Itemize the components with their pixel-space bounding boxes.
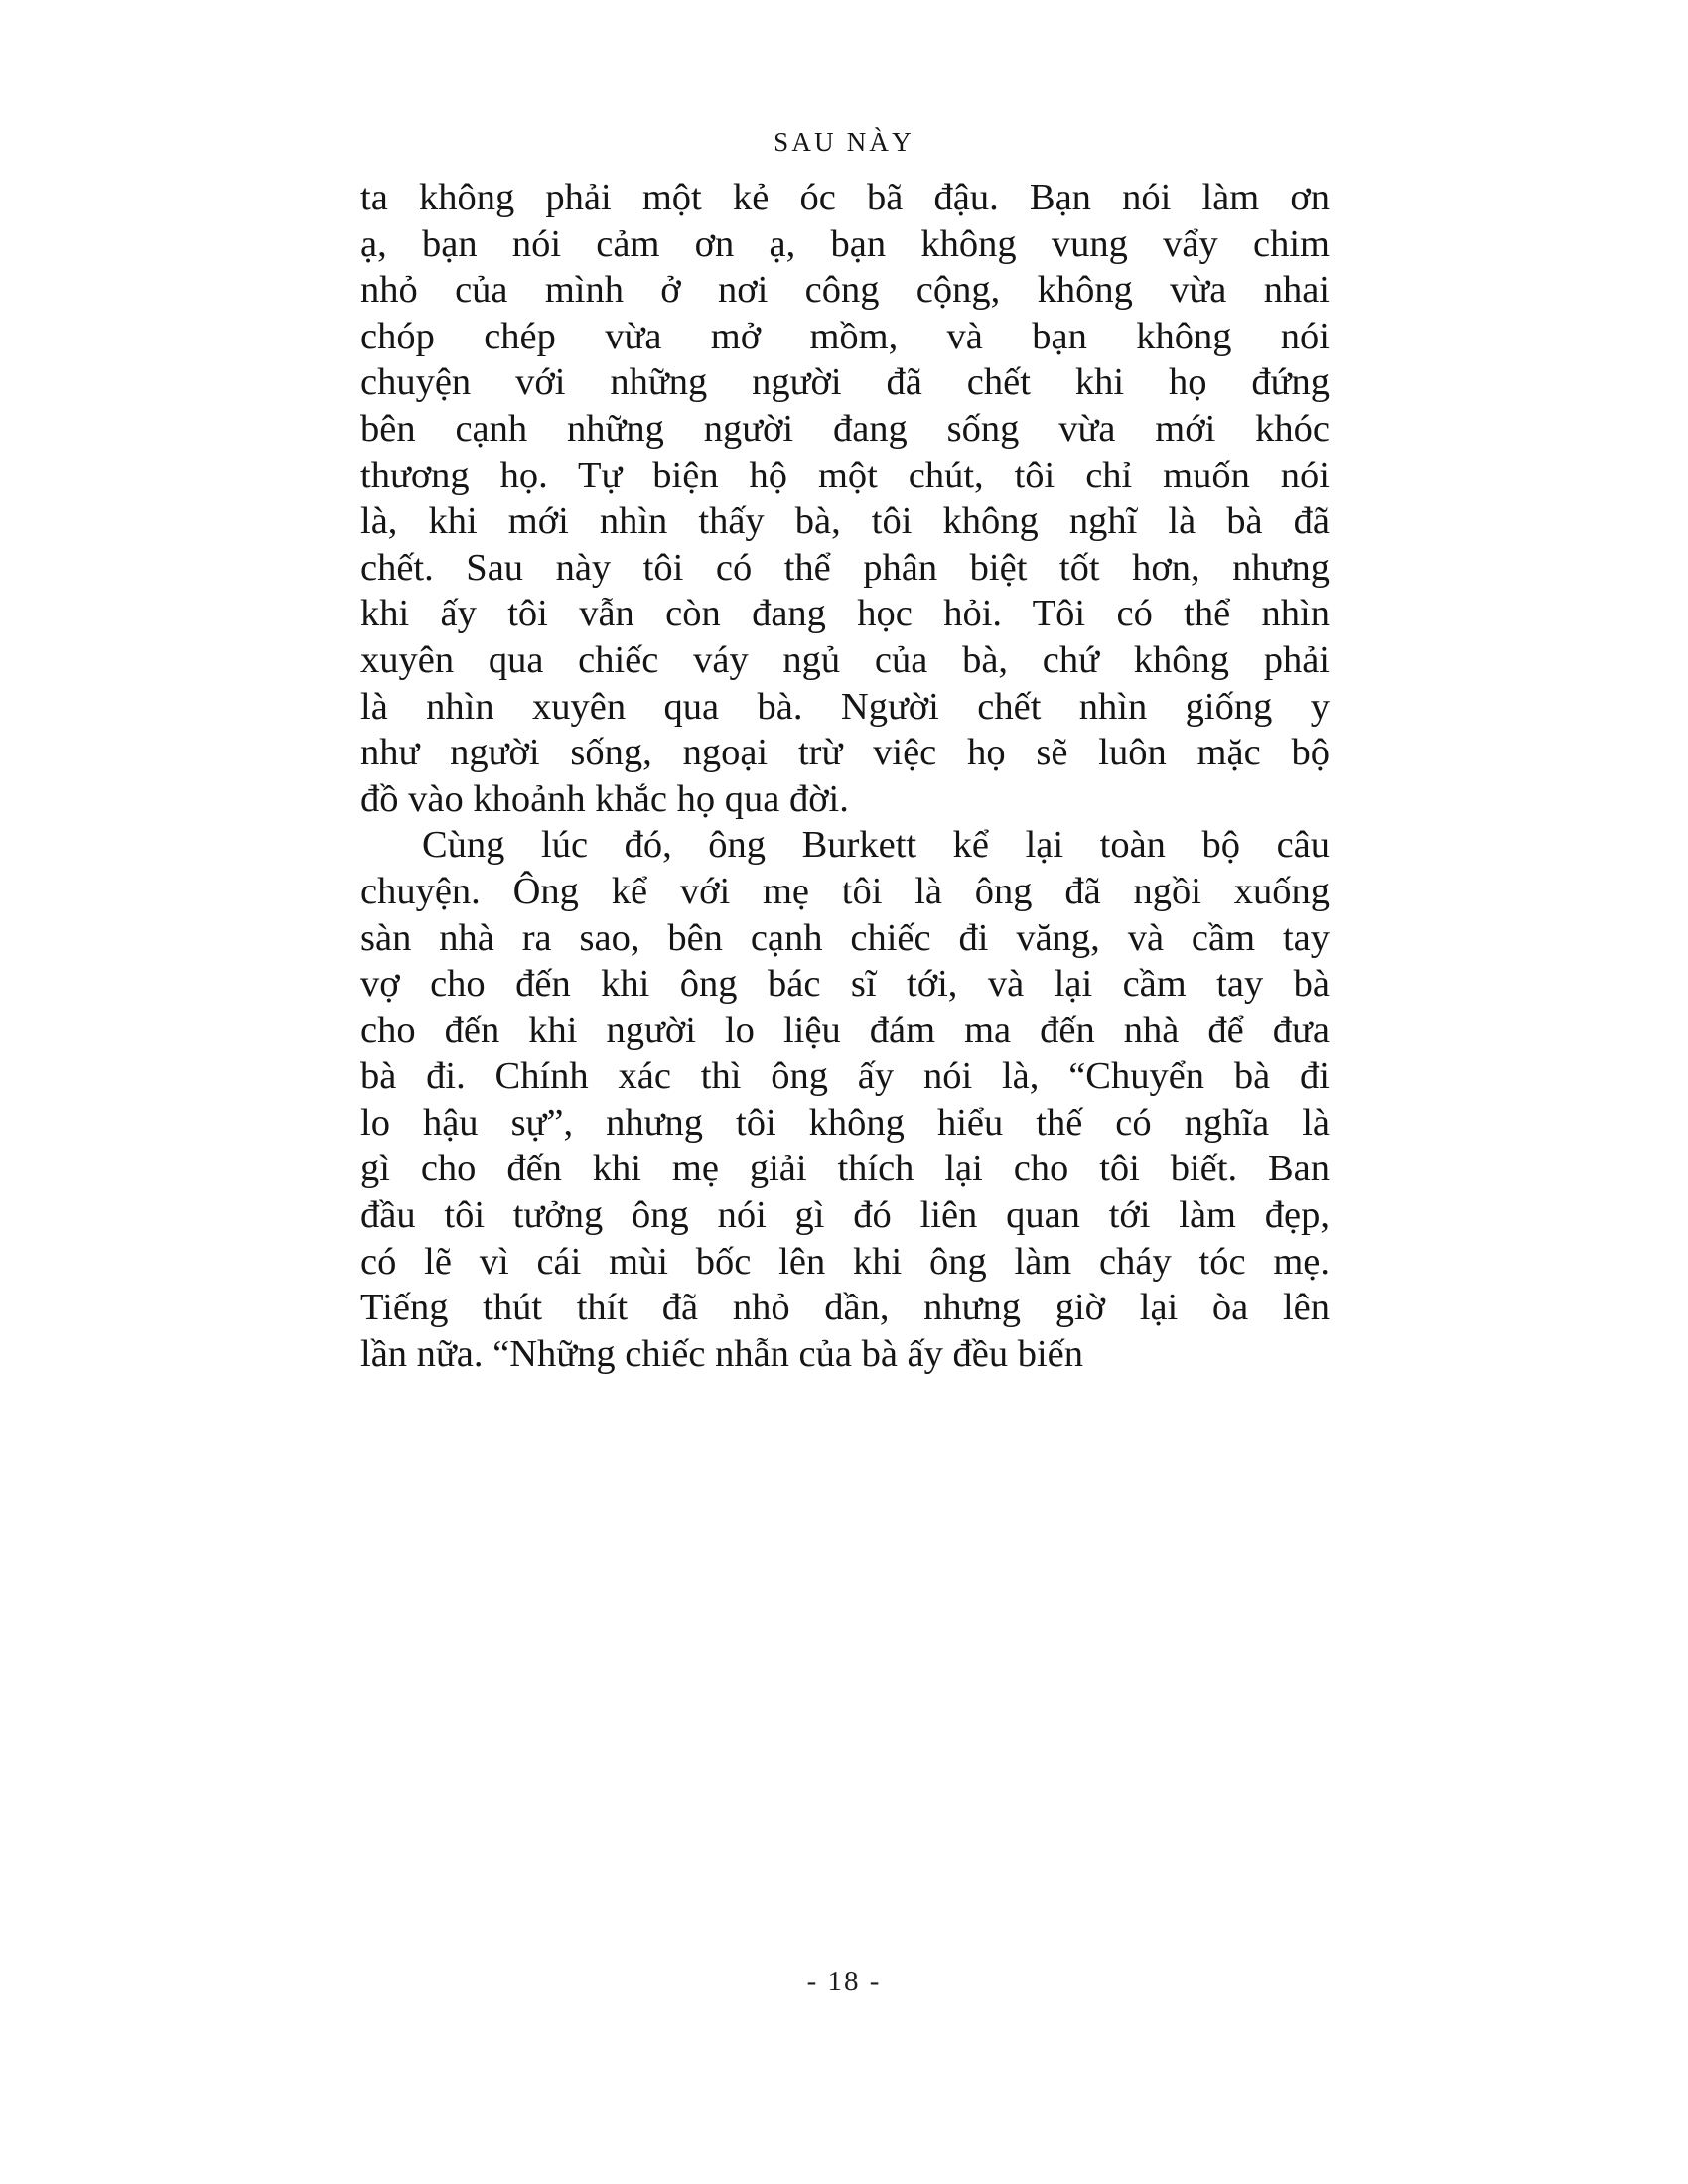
text-line: khi ấy tôi vẫn còn đang học hỏi. Tôi có thể nhìn: [360, 593, 1330, 635]
text-line: Cùng lúc đó, ông Burkett kể lại toàn bộ câu: [422, 824, 1330, 867]
text-line: ta không phải một kẻ óc bã đậu. Bạn nói làm ơn: [360, 177, 1330, 218]
text-line: đồ vào khoảnh khắc họ qua đời.: [360, 777, 849, 820]
text-line: ạ, bạn nói cảm ơn ạ, bạn không vung vẩy chim: [360, 222, 1330, 265]
text-line: bên cạnh những người đang sống vừa mới khóc: [360, 407, 1330, 450]
text-line: Tiếng thút thít đã nhỏ dần, nhưng giờ lại òa lên: [360, 1287, 1330, 1329]
text-line: sàn nhà ra sao, bên cạnh chiếc đi văng, và cầm tay: [360, 916, 1330, 959]
text-line: là nhìn xuyên qua bà. Người chết nhìn giống y: [360, 685, 1330, 728]
text-line: chết. Sau này tôi có thể phân biệt tốt hơn, nhưng: [360, 546, 1330, 589]
text-line: có lẽ vì cái mùi bốc lên khi ông làm cháy tóc mẹ.: [360, 1240, 1330, 1283]
text-line: nhỏ của mình ở nơi công cộng, không vừa nhai: [360, 269, 1330, 312]
page-number: - 18 -: [806, 1966, 882, 1997]
text-line: bà đi. Chính xác thì ông ấy nói là, “Chuyển bà đi: [360, 1055, 1330, 1098]
text-line: chuyện. Ông kể với mẹ tôi là ông đã ngồi xuống: [360, 870, 1330, 912]
text-line: vợ cho đến khi ông bác sĩ tới, và lại cầm tay bà: [360, 963, 1330, 1006]
text-line: cho đến khi người lo liệu đám ma đến nhà để đưa: [360, 1009, 1330, 1051]
text-line: gì cho đến khi mẹ giải thích lại cho tôi biết. Ban: [360, 1148, 1330, 1190]
text-line: chuyện với những người đã chết khi họ đứng: [360, 361, 1330, 404]
text-line: như người sống, ngoại trừ việc họ sẽ luôn mặc bộ: [360, 732, 1330, 774]
body-text-block: [360, 175, 1330, 1377]
text-line: chóp chép vừa mở mồm, và bạn không nói: [360, 315, 1330, 357]
text-line: đầu tôi tưởng ông nói gì đó liên quan tới làm đẹp,: [360, 1194, 1330, 1237]
paragraph: [360, 822, 1330, 1377]
text-line: thương họ. Tự biện hộ một chút, tôi chỉ muốn nói: [360, 454, 1330, 496]
text-line: lo hậu sự”, nhưng tôi không hiểu thế có nghĩa là: [360, 1101, 1330, 1144]
text-line: lần nữa. “Những chiếc nhẫn của bà ấy đều biến: [360, 1332, 1084, 1375]
running-head: SAU NÀY: [774, 127, 914, 157]
text-line: là, khi mới nhìn thấy bà, tôi không nghĩ là bà đã: [360, 500, 1330, 543]
paragraph: [360, 175, 1330, 822]
text-line: xuyên qua chiếc váy ngủ của bà, chứ không phải: [360, 638, 1330, 681]
